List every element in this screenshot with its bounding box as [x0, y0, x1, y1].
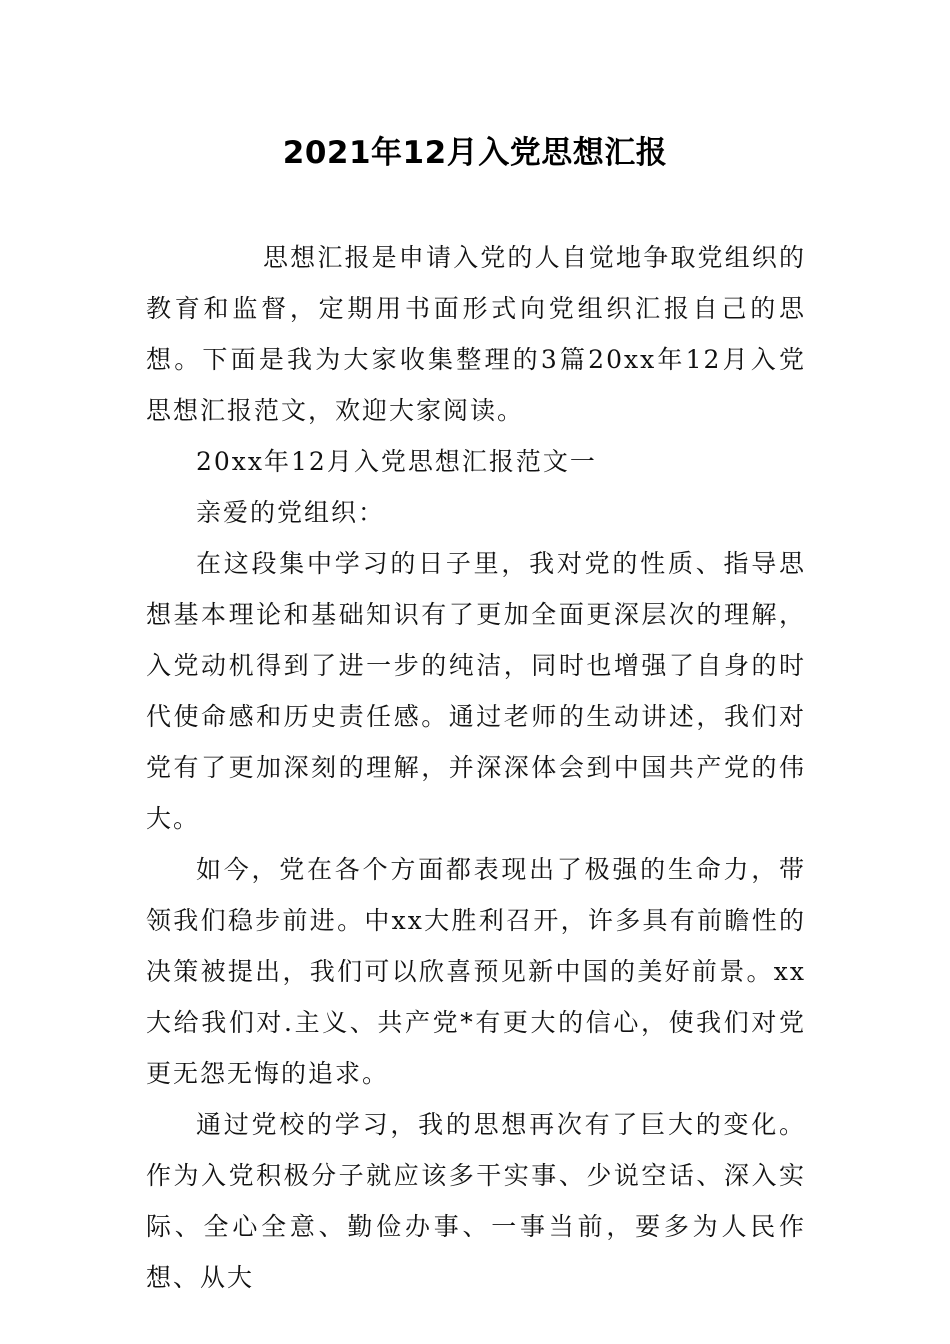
document-title: 2021年12月入党思想汇报 — [282, 135, 668, 171]
salutation: 亲爱的党组织： — [196, 498, 386, 527]
body-paragraph: 在这段集中学习的日子里，我对党的性质、指导思想基本理论和基础知识有了更加全面更深层次的理解，入党动机得到了进一步的纯洁，同时也增强了自身的时代使命感和历史责任感。通过老师的生动讲述，我们对党有了更加深刻的理解，并深深体会到中国共产党的伟大。 — [146, 549, 806, 833]
body-paragraph: 如今，党在各个方面都表现出了极强的生命力，带领我们稳步前进。中xx大胜利召开，许多具有前瞻性的决策被提出，我们可以欣喜预见新中国的美好前景。xx大给我们对.主义、共产党*有更大的信心，使我们对党更无怨无悔的追求。 — [146, 855, 806, 1088]
section-heading: 20xx年12月入党思想汇报范文一 — [196, 447, 597, 476]
body-paragraph: 通过党校的学习，我的思想再次有了巨大的变化。作为入党积极分子就应该多干实事、少说空话、深入实际、全心全意、勤俭办事、一事当前，要多为人民作想、从大 — [146, 1110, 806, 1292]
document-body — [146, 232, 806, 1303]
intro-paragraph: 思想汇报是申请入党的人自觉地争取党组织的教育和监督，定期用书面形式向党组织汇报自己的思想。下面是我为大家收集整理的3篇20xx年12月入党思想汇报范文，欢迎大家阅读。 — [146, 243, 806, 425]
